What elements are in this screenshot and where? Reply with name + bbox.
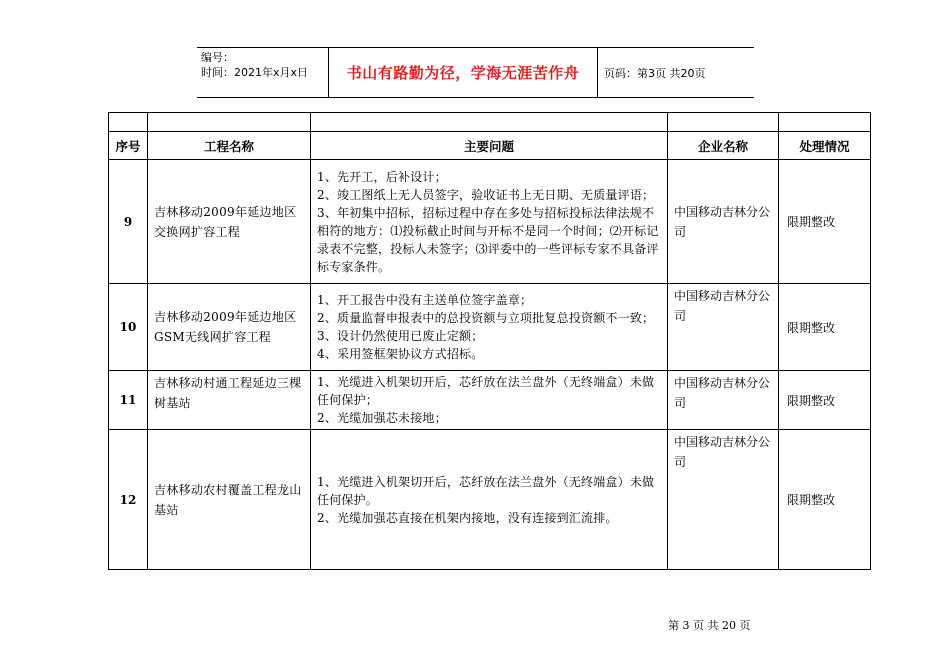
row-number: 9 (109, 160, 148, 284)
serial-number-label: 编号： (201, 51, 234, 64)
project-name: 吉林移动2009年延边地区GSM无线网扩容工程 (148, 284, 311, 371)
issue-item: 2、光缆加强芯未接地； (317, 411, 447, 425)
issue-item: 4、采用签框架协议方式招标。 (317, 347, 484, 361)
issue-item: 1、开工报告中没有主送单位签字盖章； (317, 293, 533, 307)
status-cell: 限期整改 (779, 371, 871, 430)
enterprise-name: 中国移动吉林分公司 (668, 371, 779, 430)
issues-cell (311, 284, 668, 371)
row-number: 12 (109, 430, 148, 570)
column-header-number: 序号 (109, 132, 148, 160)
column-header-enterprise: 企业名称 (668, 132, 779, 160)
row-number: 10 (109, 284, 148, 371)
page-footer: 第 3 页 共 20 页 (668, 619, 751, 632)
status-cell: 限期整改 (779, 284, 871, 371)
row-number: 11 (109, 371, 148, 430)
column-header-status: 处理情况 (779, 132, 871, 160)
table-row (109, 160, 871, 284)
issue-item: 1、光缆进入机架切开后，芯纤放在法兰盘外（无终端盒）未做任何保护。 (317, 474, 655, 507)
issues-cell (311, 430, 668, 570)
issue-item: 2、光缆加强芯直接在机架内接地，没有连接到汇流排。 (317, 510, 618, 525)
page-header (197, 47, 754, 98)
enterprise-name: 中国移动吉林分公司 (668, 430, 779, 570)
spacer-cell (779, 113, 871, 132)
table-spacer-row (109, 113, 871, 132)
column-header-project-name: 工程名称 (148, 132, 311, 160)
header-page-number: 页码：第3页 共20页 (604, 66, 706, 80)
status-cell: 限期整改 (779, 430, 871, 570)
header-info (197, 48, 328, 97)
project-name: 吉林移动2009年延边地区交换网扩容工程 (148, 160, 311, 284)
project-issues-table (108, 112, 871, 570)
column-header-issues: 主要问题 (311, 132, 668, 160)
enterprise-name: 中国移动吉林分公司 (668, 284, 779, 371)
issue-item: 1、光缆进入机架切开后，芯纤放在法兰盘外（无终端盒）未做任何保护； (317, 375, 655, 407)
issue-item: 2、竣工图纸上无人员签字，验收证书上无日期、无质量评语； (317, 187, 655, 202)
issues-cell (311, 371, 668, 430)
table-row (109, 371, 871, 430)
table-row (109, 284, 871, 371)
issue-item: 3、年初集中招标，招标过程中存在多处与招标投标法律法规不相符的地方：⑴投标截止时间与开标不是同一个时间；⑵开标记录表不完整，投标人未签字；⑶评委中的一些评标专家不具备评标专家条件。 (317, 205, 659, 274)
project-name: 吉林移动村通工程延边三棵树基站 (148, 371, 311, 430)
spacer-cell (311, 113, 668, 132)
spacer-cell (148, 113, 311, 132)
spacer-cell (668, 113, 779, 132)
status-cell: 限期整改 (779, 160, 871, 284)
project-name: 吉林移动农村覆盖工程龙山基站 (148, 430, 311, 570)
table-header-row (109, 132, 871, 160)
header-motto: 书山有路勤为径，学海无涯苦作舟 (328, 48, 598, 97)
date-label: 时间：2021年x月x日 (201, 66, 309, 79)
spacer-cell (109, 113, 148, 132)
issue-item: 2、质量监督申报表中的总投资额与立项批复总投资额不一致； (317, 311, 655, 325)
enterprise-name: 中国移动吉林分公司 (668, 160, 779, 284)
issue-item: 1、先开工，后补设计； (317, 169, 447, 184)
table-row (109, 430, 871, 570)
issue-item: 3、设计仍然使用已废止定额； (317, 329, 484, 343)
issues-cell (311, 160, 668, 284)
